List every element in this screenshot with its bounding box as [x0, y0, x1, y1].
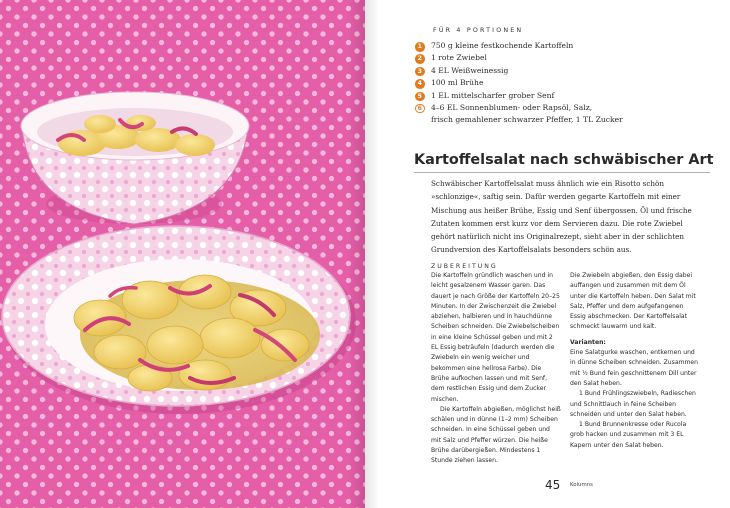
numbered-circle-icon: 4	[415, 79, 425, 89]
ingredient-list	[415, 40, 715, 127]
page-fold-shadow	[347, 0, 365, 508]
recipe-page	[365, 0, 730, 508]
servings-label: FÜR 4 PORTIONEN	[433, 27, 524, 34]
ingredient-item: 2 1 rote Zwiebel	[415, 52, 715, 64]
method-paragraph: Die Kartoffeln abgießen, möglichst heiß schälen und in dünne (1–2 mm) Scheiben schneiden. In eine Schüssel geben und mit Salz und Pfeffer würzen. Die heiße Brühe darübergießen. Mindestens 1 Stunde ziehen lassen.	[431, 405, 561, 465]
method-label: ZUBEREITUNG	[431, 263, 498, 270]
variants-heading: Varianten:	[570, 338, 606, 346]
recipe-title: Kartoffelsalat nach schwäbischer Art	[414, 152, 714, 168]
ingredient-item: 1 750 g kleine festkochende Kartoffeln	[415, 40, 715, 52]
title-divider	[414, 172, 710, 173]
running-footer: Kolumns	[570, 482, 593, 488]
ingredient-item: 4 100 ml Brühe	[415, 77, 715, 89]
method-paragraph: Die Kartoffeln gründlich waschen und in leicht gesalzenem Wasser garen. Das dauert je nach Größe der Kartoffeln 20–25 Minuten. In der Zwischenzeit die Zwiebel abziehen, halbieren und in hauchdünne Scheiben schneiden. Die Zwiebelscheiben in eine kleine Schüssel geben und mit 2 EL Essig beträufeln (dadurch werden die Zwiebeln ein wenig weicher und bekommen eine hellrosa Farbe). Die Brühe aufkochen lassen und mit Senf, dem restlichen Essig und dem Zucker mischen.	[431, 272, 560, 403]
ingredient-item: 6 4–6 EL Sonnenblumen- oder Rapsöl, Salz,	[415, 102, 715, 114]
ingredient-item: 5 1 EL mittelscharfer grober Senf	[415, 90, 715, 102]
page-number: 45	[545, 478, 561, 492]
method-column-2	[570, 271, 700, 451]
plate	[2, 226, 356, 414]
variant-paragraph: Eine Salatgurke waschen, entkernen und in dünne Scheiben schneiden. Zusammen mit ½ Bund fein geschnittenem Dill unter den Salat heben.	[570, 349, 699, 387]
numbered-circle-icon: 5	[415, 92, 425, 102]
variant-paragraph: 1 Bund Frühlingszwiebeln, Radieschen und Schnittlauch in feine Scheiben schneiden und unter den Salat heben.	[570, 390, 696, 418]
gutter-shadow	[365, 0, 379, 508]
numbered-circle-icon: 6	[415, 104, 425, 114]
numbered-circle-icon: 2	[415, 54, 425, 64]
ingredient-item: 3 4 EL Weißweinessig	[415, 65, 715, 77]
numbered-circle-icon: 3	[415, 67, 425, 77]
method-paragraph: Die Zwiebeln abgießen, den Essig dabei auffangen und zusammen mit dem Öl unter die Kartoffeln heben. Den Salat mit Salz, Pfeffer und dem aufgefangenen Essig abschmecken. Der Kartoffelsalat schmeckt lauwarm und kalt.	[570, 272, 696, 331]
recipe-intro: Schwäbischer Kartoffelsalat muss ähnlich wie ein Risotto schön »schlonzige«, saftig sein. Dafür werden gegarte Kartoffeln mit einer Mischung aus heißer Brühe, Essig und Senf übergossen. Öl und frische Zutaten kommen erst kurz vor dem Servieren dazu. Die rote Zwiebel gehört natürlich nicht ins Originalrezept, sieht aber in der schlichten Grundversion des Kartoffelsalats besonders schön aus.	[431, 179, 692, 255]
ingredient-item-continued: frisch gemahlener schwarzer Pfeffer, 1 TL Zucker	[431, 115, 623, 125]
numbered-circle-icon: 1	[415, 42, 425, 52]
method-column-1	[431, 271, 561, 467]
variant-paragraph: 1 Bund Brunnenkresse oder Rucola grob hacken und zusammen mit 3 EL Kapern unter den Salat heben.	[570, 421, 687, 449]
bowl	[21, 92, 249, 224]
